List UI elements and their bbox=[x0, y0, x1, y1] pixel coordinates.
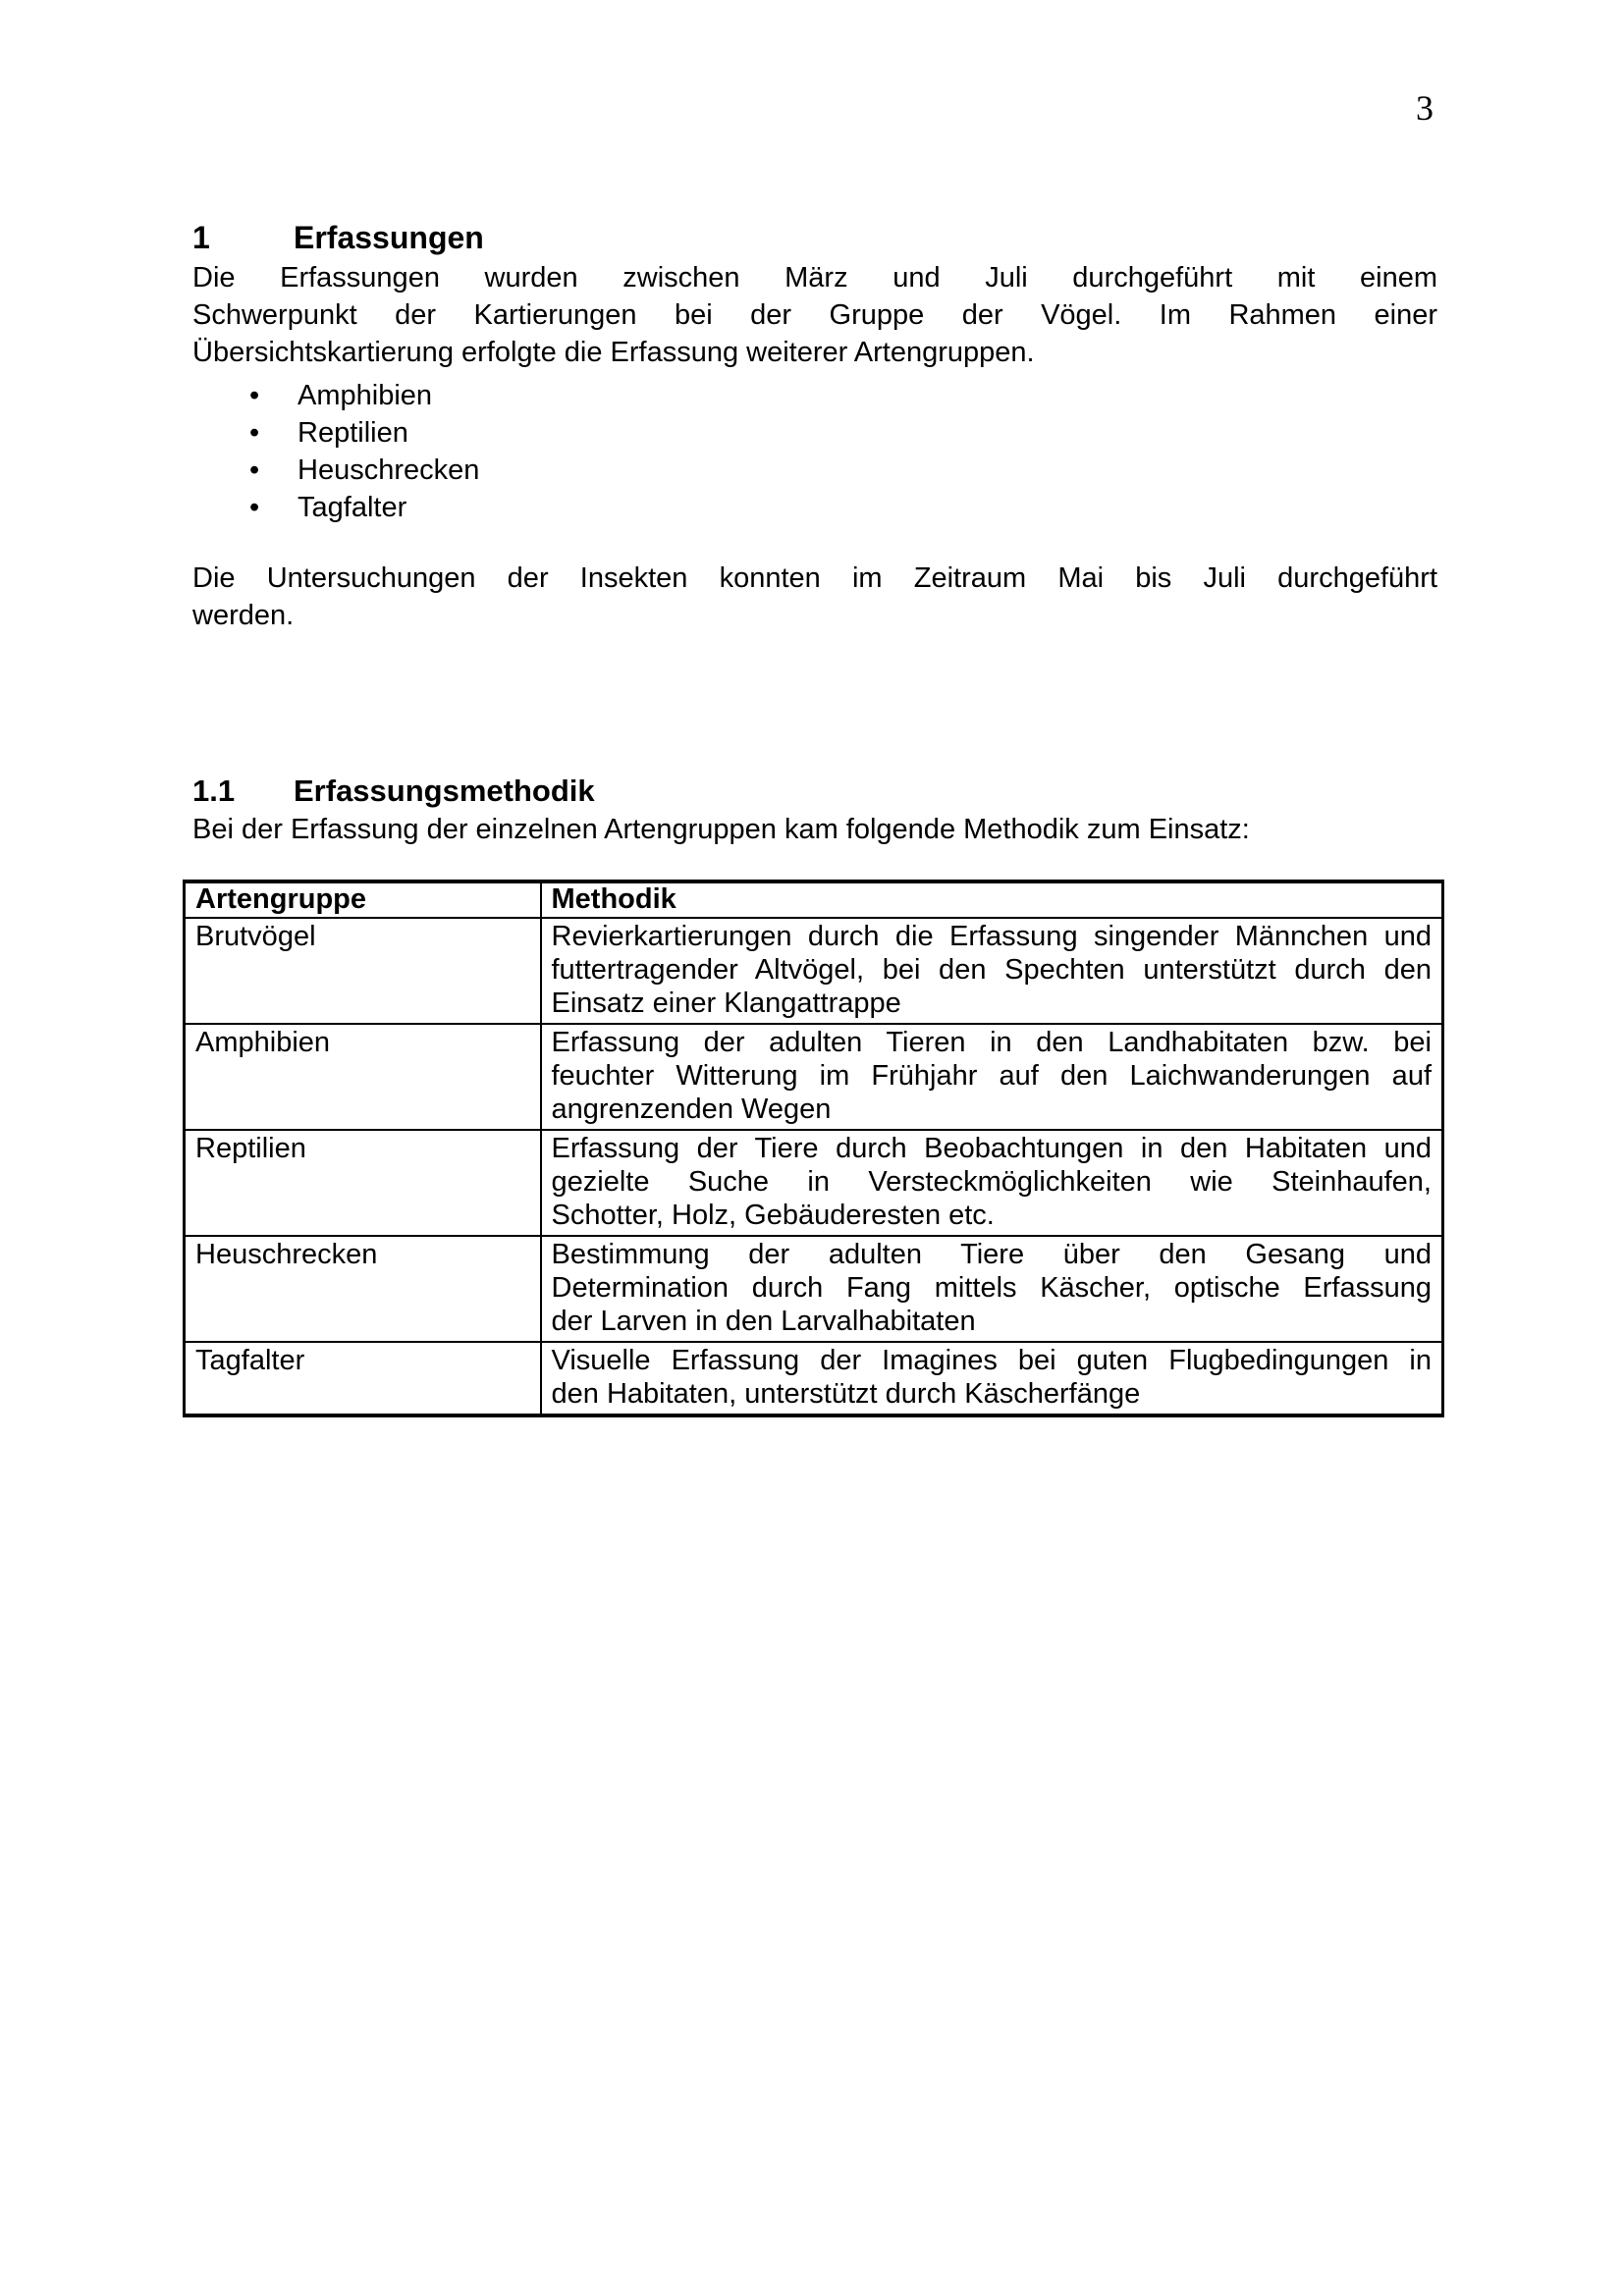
list-item bbox=[192, 489, 1437, 526]
heading-title: Erfassungsmethodik bbox=[294, 774, 595, 808]
section-1-paragraph-2 bbox=[192, 560, 1437, 634]
heading-number: 1 bbox=[192, 220, 210, 255]
cell-line: Revierkartierungen durch die Erfassung singender Männchen und bbox=[551, 921, 1432, 952]
cell-line: Determination durch Fang mittels Käscher, optische Erfassung bbox=[551, 1272, 1432, 1304]
heading-number: 1.1 bbox=[192, 774, 236, 808]
cell-line: Bestimmung der adulten Tiere über den Gesang und bbox=[551, 1239, 1432, 1270]
cell-line: feuchter Witterung im Frühjahr auf den Laichwanderungen auf bbox=[551, 1060, 1432, 1092]
cell-line: futtertragender Altvögel, bei den Spechten unterstützt durch den bbox=[551, 954, 1432, 986]
cell-line: Schotter, Holz, Gebäuderesten etc. bbox=[551, 1200, 995, 1231]
section-1-heading bbox=[192, 218, 1437, 257]
table-row bbox=[185, 918, 1443, 1024]
group-cell: Amphibien bbox=[185, 1024, 541, 1130]
method-cell bbox=[541, 1024, 1443, 1130]
method-cell bbox=[541, 1342, 1443, 1415]
cell-line: der Larven in den Larvalhabitaten bbox=[551, 1306, 976, 1337]
group-cell: Tagfalter bbox=[185, 1342, 541, 1415]
list-item bbox=[192, 414, 1437, 452]
list-item-label: Heuschrecken bbox=[298, 454, 480, 486]
paragraph-line: Die Erfassungen wurden zwischen März und Juli durchgeführt mit einem bbox=[192, 262, 1437, 294]
paragraph-line: Schwerpunkt der Kartierungen bei der Gruppe der Vögel. Im Rahmen einer bbox=[192, 299, 1437, 331]
section-1-paragraph bbox=[192, 259, 1437, 371]
cell-line: Erfassung der adulten Tieren in den Landhabitaten bzw. bei bbox=[551, 1027, 1432, 1058]
group-cell: Heuschrecken bbox=[185, 1236, 541, 1342]
page-content bbox=[192, 0, 1437, 1417]
page-number: 3 bbox=[1416, 88, 1434, 128]
bullet-icon: • bbox=[249, 454, 260, 486]
list-item-label: Amphibien bbox=[298, 380, 433, 411]
method-cell bbox=[541, 1236, 1443, 1342]
cell-line: Visuelle Erfassung der Imagines bei guten Flugbedingungen in bbox=[551, 1345, 1432, 1376]
bullet-icon: • bbox=[249, 492, 260, 523]
table-row bbox=[185, 1236, 1443, 1342]
table-header-row bbox=[185, 881, 1443, 918]
cell-line: angrenzenden Wegen bbox=[551, 1094, 832, 1125]
cell-line: den Habitaten, unterstützt durch Käscherfänge bbox=[551, 1378, 1141, 1410]
section-1-1-heading bbox=[192, 772, 1437, 811]
paragraph-line: Übersichtskartierung erfolgte die Erfassung weiterer Artengruppen. bbox=[192, 337, 1035, 368]
method-cell bbox=[541, 918, 1443, 1024]
list-item-label: Tagfalter bbox=[298, 492, 407, 523]
list-item-label: Reptilien bbox=[298, 417, 408, 449]
column-header-methodik: Methodik bbox=[541, 881, 1443, 918]
group-cell: Brutvögel bbox=[185, 918, 541, 1024]
table-row bbox=[185, 1024, 1443, 1130]
paragraph-line: Bei der Erfassung der einzelnen Artengruppen kam folgende Methodik zum Einsatz: bbox=[192, 814, 1250, 845]
column-header-artengruppe: Artengruppe bbox=[185, 881, 541, 918]
cell-line: gezielte Suche in Versteckmöglichkeiten wie Steinhaufen, bbox=[551, 1166, 1432, 1198]
bullet-icon: • bbox=[249, 417, 260, 449]
table-row bbox=[185, 1342, 1443, 1415]
methods-table bbox=[183, 880, 1444, 1417]
cell-line: Erfassung der Tiere durch Beobachtungen in den Habitaten und bbox=[551, 1133, 1432, 1164]
list-item bbox=[192, 377, 1437, 414]
section-1-1-paragraph bbox=[192, 811, 1437, 848]
bullet-icon: • bbox=[249, 380, 260, 411]
cell-line: Einsatz einer Klangattrappe bbox=[551, 988, 901, 1019]
group-cell: Reptilien bbox=[185, 1130, 541, 1236]
heading-title: Erfassungen bbox=[294, 220, 484, 255]
table-row bbox=[185, 1130, 1443, 1236]
paragraph-line: Die Untersuchungen der Insekten konnten im Zeitraum Mai bis Juli durchgeführt bbox=[192, 562, 1437, 594]
method-cell bbox=[541, 1130, 1443, 1236]
list-item bbox=[192, 452, 1437, 489]
species-bullet-list bbox=[192, 377, 1437, 526]
paragraph-line: werden. bbox=[192, 600, 295, 631]
